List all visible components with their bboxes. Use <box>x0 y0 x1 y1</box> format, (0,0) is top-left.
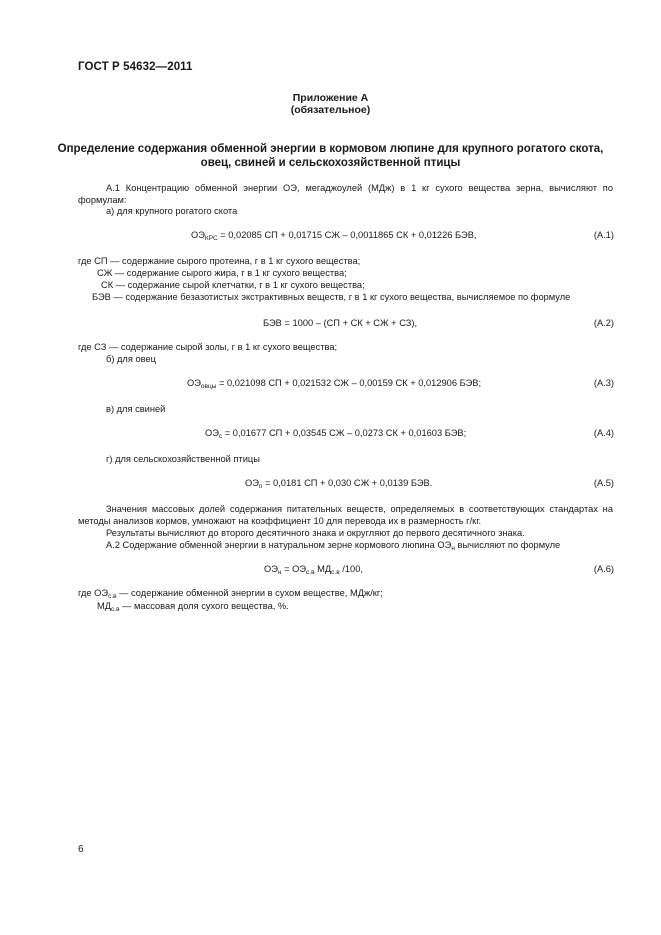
item-b: б) для овец <box>106 354 156 364</box>
main-title-line1: Определение содержания обменной энергии в кормовом люпине для крупного рогатого скота, <box>57 143 604 155</box>
formula-a6-number: (А.6) <box>593 564 614 574</box>
formula-a4-number: (А.4) <box>593 428 614 438</box>
formula-a5-number: (А.5) <box>593 478 614 488</box>
formula-a2-number: (А.2) <box>593 318 614 328</box>
appendix-status: (обязательное) <box>290 104 371 116</box>
section-a2-text: А.2 Содержание обменной энергии в натуральном зерне кормового люпина $ОЭ_н$ вычисляют по формуле <box>106 540 561 552</box>
definition-sp: где СП — содержание сырого протеина, г в 1 кг сухого вещества; <box>78 256 361 266</box>
definition-sk: СК — содержание сырой клетчатки, г в 1 кг сухого вещества; <box>101 280 365 290</box>
formula-a4: $ОЭ_с = 0,01677$ СП + 0,03545 СЖ – 0,0273 СК + 0,01603 БЭВ; <box>205 428 467 440</box>
definition-bev: БЭВ — содержание безазотистых экстрактивных веществ, г в 1 кг сухого вещества, вычисляемое по формуле <box>92 292 571 302</box>
formula-a1: $ОЭ_{КРС} = 0,02085$ СП + 0,01715 СЖ – 0,0011865 СК + 0,01226 БЭВ, <box>191 230 477 242</box>
definition-oe-sv: где $ОЭ_{с.в}$ — содержание обменной энергии в сухом веществе, МДж/кг; <box>78 588 383 600</box>
definition-sz: где СЗ — содержание сырой золы, г в 1 кг сухого вещества; <box>78 342 338 352</box>
definition-md-sv: $МД_{с.в}$ — массовая доля сухого вещества, %. <box>97 601 289 613</box>
formula-a6: $ОЭ_н = ОЭ_{с.в}$ $МД_{с.в}$ /100, <box>264 564 363 576</box>
item-v: в) для свиней <box>106 404 166 414</box>
paragraph-values: Значения массовых долей содержания питательных веществ, определяемых в соответствующих стандартах на методы анализов кормов, умножают на коэффициент 10 для перевода их в размерность г/кг. <box>78 504 613 527</box>
formula-a3-number: (А.3) <box>593 378 614 388</box>
main-title-line2: овец, свиней и сельскохозяйственной птицы <box>200 157 461 169</box>
paragraph-results: Результаты вычисляют до второго десятичного знака и округляют до первого десятичного знака. <box>106 528 525 538</box>
formula-a5: $ОЭ_п = 0,0181$ СП + 0,030 СЖ + 0,0139 БЭВ. <box>245 478 433 490</box>
item-g: г) для сельскохозяйственной птицы <box>106 454 260 464</box>
formula-a1-number: (А.1) <box>593 230 614 240</box>
page-number: 6 <box>78 844 84 855</box>
item-a: а) для крупного рогатого скота <box>106 206 238 216</box>
formula-a2: БЭВ = 1000 – (СП + СК + СЖ + СЗ), <box>263 318 418 328</box>
standard-code: ГОСТ Р 54632—2011 <box>78 61 193 73</box>
definition-szh: СЖ — содержание сырого жира, г в 1 кг сухого вещества; <box>97 268 347 278</box>
appendix-title: Приложение А <box>292 92 369 104</box>
section-a1-text: А.1 Концентрацию обменной энергии ОЭ, мегаджоулей (МДж) в 1 кг сухого вещества зерна, вычисляют по формулам: <box>78 183 613 206</box>
formula-a3: $ОЭ_{овцы} = 0,021098$ СП + 0,021532 СЖ – 0,00159 СК + 0,012906 БЭВ; <box>187 378 482 390</box>
